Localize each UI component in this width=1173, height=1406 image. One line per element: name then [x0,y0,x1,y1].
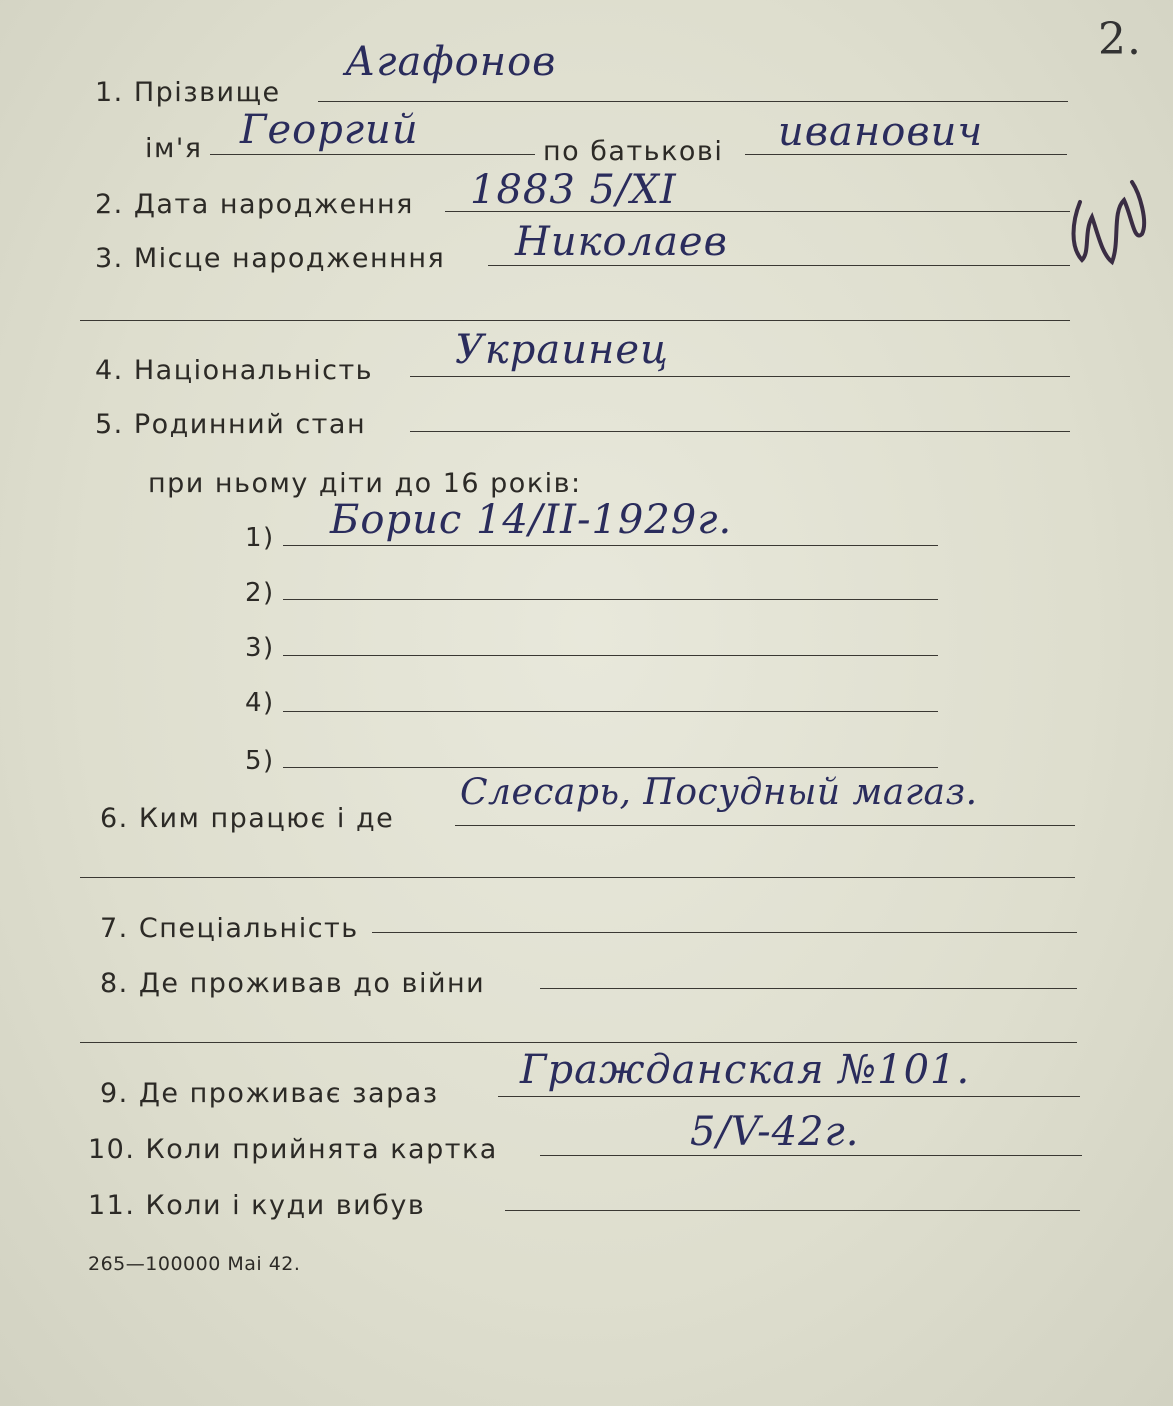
signature-mark [1062,172,1152,272]
patronymic-value[interactable]: иванович [778,109,984,155]
child-3-label: 3) [245,633,275,663]
nationality-value[interactable]: Украинец [455,327,669,373]
birth-place-label: 3. Місце народженння [95,243,446,274]
birth-date-label: 2. Дата народження [95,189,414,220]
first-name-label: ім'я [145,133,203,164]
card-accepted-line [540,1155,1082,1156]
occupation-value[interactable]: Слесарь, Посудный магаз. [460,772,978,813]
nationality-line [410,376,1070,377]
surname-line [318,101,1068,102]
surname-label: 1. Прізвище [95,77,281,108]
child-2-line [283,599,938,600]
occupation-line [455,825,1075,826]
prewar-residence-extra-line [80,1042,1077,1043]
child-2-label: 2) [245,578,275,608]
current-residence-line [498,1096,1080,1097]
marital-status-line [410,431,1070,432]
birth-place-value[interactable]: Николаев [515,219,728,265]
specialty-label: 7. Спеціальність [100,913,359,944]
card-accepted-value[interactable]: 5/V-42г. [690,1109,860,1155]
current-residence-label: 9. Де проживає зараз [100,1078,439,1109]
prewar-residence-label: 8. Де проживав до війни [100,968,486,999]
departure-line [505,1210,1080,1211]
surname-value[interactable]: Агафонов [345,39,557,85]
child-4-label: 4) [245,688,275,718]
specialty-line [372,932,1077,933]
prewar-residence-line [540,988,1077,989]
child-5-label: 5) [245,746,275,776]
first-name-value[interactable]: Георгий [240,107,419,153]
print-info: 265—100000 Mai 42. [88,1253,301,1275]
corner-number: 2. [1098,14,1142,65]
occupation-extra-line [80,877,1075,878]
child-4-line [283,711,938,712]
children-heading: при ньому діти до 16 років: [148,468,582,499]
child-3-line [283,655,938,656]
child-1-value[interactable]: Борис 14/II-1929г. [330,497,733,543]
birth-date-value[interactable]: 1883 5/XI [470,167,677,213]
child-1-label: 1) [245,523,275,553]
birth-place-line [488,265,1070,266]
departure-label: 11. Коли і куди вибув [88,1190,426,1221]
marital-status-label: 5. Родинний стан [95,409,367,440]
first-name-line [210,154,535,155]
child-1-line [283,545,938,546]
birth-place-extra-line [80,320,1070,321]
patronymic-label: по батькові [543,136,724,167]
nationality-label: 4. Національність [95,355,374,386]
occupation-label: 6. Ким працює і де [100,803,395,834]
child-5-line [283,767,938,768]
card-accepted-label: 10. Коли прийнята картка [88,1134,498,1165]
current-residence-value[interactable]: Гражданская №101. [520,1047,971,1093]
